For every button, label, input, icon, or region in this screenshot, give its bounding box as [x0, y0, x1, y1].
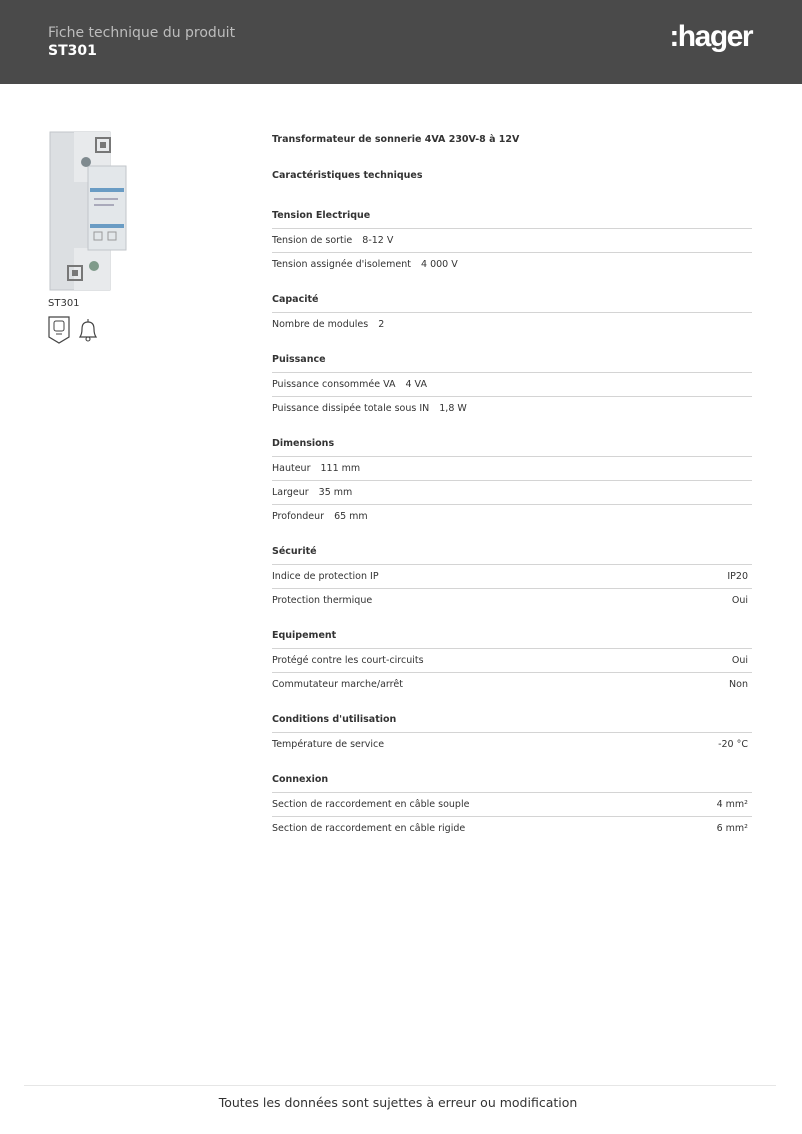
spec-value: Oui	[731, 595, 748, 606]
spec-row	[272, 816, 752, 840]
spec-row	[272, 456, 752, 480]
spec-value: 111 mm	[320, 463, 361, 474]
spec-row	[272, 672, 752, 696]
spec-value: 35 mm	[318, 487, 353, 498]
spec-value: 6 mm²	[716, 823, 748, 834]
section-title: Dimensions	[272, 438, 335, 449]
section-title: Puissance	[272, 354, 326, 365]
spec-label: Puissance consommée VA	[272, 379, 396, 390]
header-subtitle: Fiche technique du produit	[48, 25, 236, 41]
spec-section	[272, 290, 752, 336]
spec-label: Profondeur	[272, 511, 325, 522]
spec-label: Largeur	[272, 487, 309, 498]
spec-section	[272, 206, 752, 276]
spec-row	[272, 792, 752, 816]
specs-heading: Caractéristiques techniques	[272, 170, 423, 181]
section-title: Sécurité	[272, 546, 317, 557]
spec-value: 2	[378, 319, 385, 330]
product-description: Transformateur de sonnerie 4VA 230V-8 à 12V	[272, 134, 520, 145]
page-header	[0, 0, 802, 84]
spec-row	[272, 312, 752, 336]
spec-label: Commutateur marche/arrêt	[272, 679, 403, 690]
spec-row	[272, 564, 752, 588]
spec-label: Hauteur	[272, 463, 311, 474]
spec-section	[272, 542, 752, 612]
spec-value: -20 °C	[718, 739, 748, 750]
spec-section	[272, 350, 752, 420]
section-title: Tension Electrique	[272, 210, 371, 221]
spec-row	[272, 648, 752, 672]
spec-label: Tension assignée d'isolement	[272, 259, 411, 270]
specifications	[272, 127, 752, 854]
spec-label: Puissance dissipée totale sous IN	[272, 403, 430, 414]
spec-section	[272, 434, 752, 528]
spec-value: 8-12 V	[362, 235, 394, 246]
spec-label: Indice de protection IP	[272, 571, 379, 582]
spec-value: 4 000 V	[421, 259, 458, 270]
section-title: Connexion	[272, 774, 329, 785]
spec-row	[272, 396, 752, 420]
product-image	[46, 128, 138, 296]
spec-sections	[272, 206, 752, 840]
spec-row	[272, 480, 752, 504]
spec-label: Protégé contre les court-circuits	[272, 655, 424, 666]
spec-value: Non	[729, 679, 748, 690]
spec-row	[272, 732, 752, 756]
spec-label: Tension de sortie	[272, 235, 353, 246]
spec-value: 4 mm²	[716, 799, 748, 810]
section-title: Conditions d'utilisation	[272, 714, 397, 725]
section-title: Capacité	[272, 294, 319, 305]
bell-icon	[80, 319, 96, 341]
product-reference: ST301	[48, 298, 80, 309]
spec-label: Section de raccordement en câble souple	[272, 799, 470, 810]
spec-row	[272, 588, 752, 612]
spec-label: Section de raccordement en câble rigide	[272, 823, 466, 834]
footer-note: Toutes les données sont sujettes à erreur ou modification	[218, 1095, 578, 1110]
spec-row	[272, 252, 752, 276]
spec-value: Oui	[731, 655, 748, 666]
spec-label: Température de service	[272, 739, 385, 750]
doorbell-transformer-icon	[49, 317, 69, 343]
spec-row	[272, 504, 752, 528]
spec-value: 1,8 W	[439, 403, 467, 414]
spec-section	[272, 770, 752, 840]
section-title: Equipement	[272, 630, 337, 641]
footer-divider	[24, 1085, 776, 1086]
header-title: ST301	[48, 43, 97, 59]
hager-logo: :hager	[669, 20, 752, 53]
spec-section	[272, 626, 752, 696]
spec-value: IP20	[727, 571, 748, 582]
spec-row	[272, 228, 752, 252]
spec-value: 4 VA	[405, 379, 427, 390]
spec-value: 65 mm	[334, 511, 368, 522]
spec-section	[272, 710, 752, 756]
spec-label: Protection thermique	[272, 595, 373, 606]
spec-label: Nombre de modules	[272, 319, 369, 330]
spec-row	[272, 372, 752, 396]
